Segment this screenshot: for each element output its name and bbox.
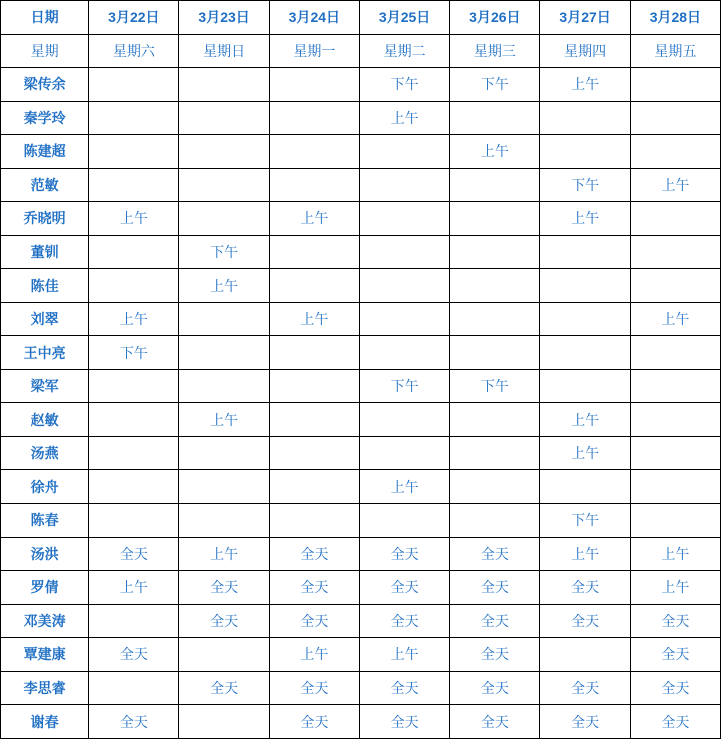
schedule-table-body xyxy=(1,1,721,739)
shift-cell xyxy=(450,503,540,537)
row-name: 陈建超 xyxy=(1,135,89,169)
shift-cell xyxy=(179,436,269,470)
shift-cell: 全天 xyxy=(89,705,179,739)
shift-cell xyxy=(359,135,449,169)
shift-cell xyxy=(450,403,540,437)
header-row-weekdays xyxy=(1,34,721,68)
shift-cell xyxy=(630,503,720,537)
shift-cell xyxy=(630,369,720,403)
shift-cell: 全天 xyxy=(179,604,269,638)
header-weekday-1: 星期日 xyxy=(179,34,269,68)
shift-cell: 上午 xyxy=(179,537,269,571)
shift-cell xyxy=(89,436,179,470)
shift-cell xyxy=(89,235,179,269)
shift-cell xyxy=(630,235,720,269)
shift-cell xyxy=(179,135,269,169)
row-name: 董钏 xyxy=(1,235,89,269)
shift-cell: 上午 xyxy=(269,638,359,672)
table-row xyxy=(1,537,721,571)
shift-cell: 全天 xyxy=(450,537,540,571)
row-name: 赵敏 xyxy=(1,403,89,437)
shift-cell xyxy=(89,470,179,504)
table-row xyxy=(1,302,721,336)
shift-cell xyxy=(269,503,359,537)
shift-cell xyxy=(269,235,359,269)
shift-cell: 全天 xyxy=(269,705,359,739)
header-date-1: 3月23日 xyxy=(179,1,269,35)
shift-cell xyxy=(630,336,720,370)
shift-cell xyxy=(359,269,449,303)
shift-cell xyxy=(89,101,179,135)
shift-cell: 全天 xyxy=(540,571,630,605)
shift-cell xyxy=(179,638,269,672)
shift-cell: 全天 xyxy=(359,705,449,739)
shift-cell xyxy=(269,68,359,102)
shift-cell xyxy=(359,403,449,437)
shift-cell xyxy=(89,503,179,537)
shift-cell: 上午 xyxy=(540,202,630,236)
row-name: 刘翠 xyxy=(1,302,89,336)
table-row xyxy=(1,135,721,169)
shift-cell xyxy=(630,269,720,303)
shift-cell: 上午 xyxy=(540,403,630,437)
shift-cell xyxy=(359,302,449,336)
shift-cell: 上午 xyxy=(89,202,179,236)
shift-cell xyxy=(630,101,720,135)
row-name: 王中亮 xyxy=(1,336,89,370)
table-row xyxy=(1,68,721,102)
shift-cell: 全天 xyxy=(89,638,179,672)
shift-cell: 全天 xyxy=(450,671,540,705)
shift-cell: 全天 xyxy=(630,705,720,739)
shift-cell xyxy=(89,369,179,403)
shift-cell: 下午 xyxy=(359,68,449,102)
table-row xyxy=(1,269,721,303)
shift-cell xyxy=(450,168,540,202)
shift-cell xyxy=(269,403,359,437)
table-row xyxy=(1,436,721,470)
shift-cell xyxy=(89,403,179,437)
table-row xyxy=(1,604,721,638)
shift-cell xyxy=(630,135,720,169)
header-weekday-6: 星期五 xyxy=(630,34,720,68)
shift-cell: 上午 xyxy=(269,202,359,236)
shift-cell: 上午 xyxy=(179,269,269,303)
row-name: 乔晓明 xyxy=(1,202,89,236)
row-name: 汤洪 xyxy=(1,537,89,571)
shift-cell: 全天 xyxy=(179,671,269,705)
shift-cell: 全天 xyxy=(269,537,359,571)
shift-cell xyxy=(179,302,269,336)
shift-cell xyxy=(269,470,359,504)
row-name: 梁传余 xyxy=(1,68,89,102)
row-name: 徐舟 xyxy=(1,470,89,504)
table-row xyxy=(1,470,721,504)
shift-cell: 下午 xyxy=(89,336,179,370)
shift-cell: 全天 xyxy=(359,604,449,638)
shift-cell xyxy=(269,436,359,470)
shift-cell: 全天 xyxy=(359,537,449,571)
shift-cell: 全天 xyxy=(269,604,359,638)
shift-cell: 全天 xyxy=(359,571,449,605)
shift-cell xyxy=(89,671,179,705)
shift-cell xyxy=(179,503,269,537)
header-weekday-3: 星期二 xyxy=(359,34,449,68)
header-weekday-5: 星期四 xyxy=(540,34,630,68)
shift-cell xyxy=(269,369,359,403)
shift-cell xyxy=(450,436,540,470)
shift-cell: 全天 xyxy=(630,671,720,705)
shift-cell: 上午 xyxy=(540,436,630,470)
shift-cell xyxy=(179,705,269,739)
row-name: 陈春 xyxy=(1,503,89,537)
table-row xyxy=(1,705,721,739)
row-name: 梁军 xyxy=(1,369,89,403)
shift-cell: 上午 xyxy=(269,302,359,336)
shift-cell: 全天 xyxy=(450,571,540,605)
table-row xyxy=(1,638,721,672)
shift-cell: 上午 xyxy=(89,302,179,336)
shift-cell xyxy=(269,269,359,303)
row-name: 汤燕 xyxy=(1,436,89,470)
shift-cell xyxy=(179,369,269,403)
row-name: 覃建康 xyxy=(1,638,89,672)
shift-cell xyxy=(179,470,269,504)
shift-cell xyxy=(540,101,630,135)
shift-cell xyxy=(89,68,179,102)
shift-cell: 全天 xyxy=(630,604,720,638)
shift-cell xyxy=(269,135,359,169)
shift-cell xyxy=(450,235,540,269)
shift-cell: 下午 xyxy=(540,168,630,202)
shift-cell: 全天 xyxy=(179,571,269,605)
header-date-2: 3月24日 xyxy=(269,1,359,35)
shift-cell: 全天 xyxy=(630,638,720,672)
row-name: 秦学玲 xyxy=(1,101,89,135)
header-date-label: 日期 xyxy=(1,1,89,35)
header-date-5: 3月27日 xyxy=(540,1,630,35)
shift-cell xyxy=(630,403,720,437)
table-row xyxy=(1,571,721,605)
table-row xyxy=(1,369,721,403)
shift-cell: 上午 xyxy=(540,537,630,571)
shift-cell xyxy=(179,202,269,236)
shift-cell: 全天 xyxy=(450,604,540,638)
row-name: 陈佳 xyxy=(1,269,89,303)
shift-cell xyxy=(89,135,179,169)
table-row xyxy=(1,101,721,135)
shift-cell: 上午 xyxy=(630,571,720,605)
shift-cell xyxy=(540,336,630,370)
shift-cell xyxy=(359,235,449,269)
row-name: 罗倩 xyxy=(1,571,89,605)
shift-cell xyxy=(89,269,179,303)
shift-cell xyxy=(269,336,359,370)
shift-cell xyxy=(540,302,630,336)
table-row xyxy=(1,336,721,370)
shift-cell: 全天 xyxy=(540,604,630,638)
table-row xyxy=(1,235,721,269)
header-weekday-0: 星期六 xyxy=(89,34,179,68)
shift-cell xyxy=(179,68,269,102)
shift-cell: 上午 xyxy=(630,537,720,571)
table-row xyxy=(1,671,721,705)
shift-cell xyxy=(359,168,449,202)
table-row xyxy=(1,202,721,236)
shift-cell xyxy=(630,202,720,236)
shift-cell: 全天 xyxy=(450,638,540,672)
table-row xyxy=(1,403,721,437)
shift-cell: 上午 xyxy=(450,135,540,169)
shift-cell: 下午 xyxy=(359,369,449,403)
shift-cell: 上午 xyxy=(179,403,269,437)
table-row xyxy=(1,168,721,202)
row-name: 谢春 xyxy=(1,705,89,739)
shift-cell: 上午 xyxy=(89,571,179,605)
shift-cell xyxy=(540,369,630,403)
shift-cell xyxy=(89,604,179,638)
shift-cell: 上午 xyxy=(359,470,449,504)
row-name: 邓美涛 xyxy=(1,604,89,638)
shift-cell xyxy=(179,101,269,135)
shift-cell xyxy=(179,168,269,202)
shift-cell: 全天 xyxy=(540,705,630,739)
shift-cell: 全天 xyxy=(269,571,359,605)
shift-cell xyxy=(269,101,359,135)
shift-cell: 全天 xyxy=(450,705,540,739)
shift-cell xyxy=(359,436,449,470)
shift-cell: 上午 xyxy=(630,302,720,336)
shift-cell: 全天 xyxy=(89,537,179,571)
shift-cell xyxy=(450,302,540,336)
shift-cell: 下午 xyxy=(540,503,630,537)
shift-cell: 全天 xyxy=(540,671,630,705)
shift-cell xyxy=(179,336,269,370)
header-date-6: 3月28日 xyxy=(630,1,720,35)
shift-cell xyxy=(630,68,720,102)
shift-cell xyxy=(540,135,630,169)
header-date-4: 3月26日 xyxy=(450,1,540,35)
shift-cell xyxy=(630,436,720,470)
table-row xyxy=(1,503,721,537)
shift-cell xyxy=(450,202,540,236)
header-row-dates xyxy=(1,1,721,35)
header-date-0: 3月22日 xyxy=(89,1,179,35)
shift-cell xyxy=(540,638,630,672)
shift-cell xyxy=(630,470,720,504)
shift-cell: 下午 xyxy=(450,369,540,403)
shift-cell: 上午 xyxy=(359,638,449,672)
shift-cell xyxy=(540,235,630,269)
header-weekday-2: 星期一 xyxy=(269,34,359,68)
shift-cell: 全天 xyxy=(359,671,449,705)
shift-cell xyxy=(450,336,540,370)
shift-cell: 上午 xyxy=(540,68,630,102)
header-date-3: 3月25日 xyxy=(359,1,449,35)
shift-cell xyxy=(359,503,449,537)
shift-cell: 上午 xyxy=(359,101,449,135)
shift-cell xyxy=(269,168,359,202)
shift-cell: 全天 xyxy=(269,671,359,705)
header-week-label: 星期 xyxy=(1,34,89,68)
shift-cell: 下午 xyxy=(450,68,540,102)
shift-cell xyxy=(540,269,630,303)
shift-cell xyxy=(450,101,540,135)
shift-cell xyxy=(359,336,449,370)
shift-cell xyxy=(450,470,540,504)
row-name: 李思睿 xyxy=(1,671,89,705)
shift-cell: 上午 xyxy=(630,168,720,202)
shift-cell xyxy=(540,470,630,504)
row-name: 范敏 xyxy=(1,168,89,202)
header-weekday-4: 星期三 xyxy=(450,34,540,68)
shift-cell xyxy=(359,202,449,236)
shift-cell xyxy=(89,168,179,202)
shift-cell: 下午 xyxy=(179,235,269,269)
shift-cell xyxy=(450,269,540,303)
